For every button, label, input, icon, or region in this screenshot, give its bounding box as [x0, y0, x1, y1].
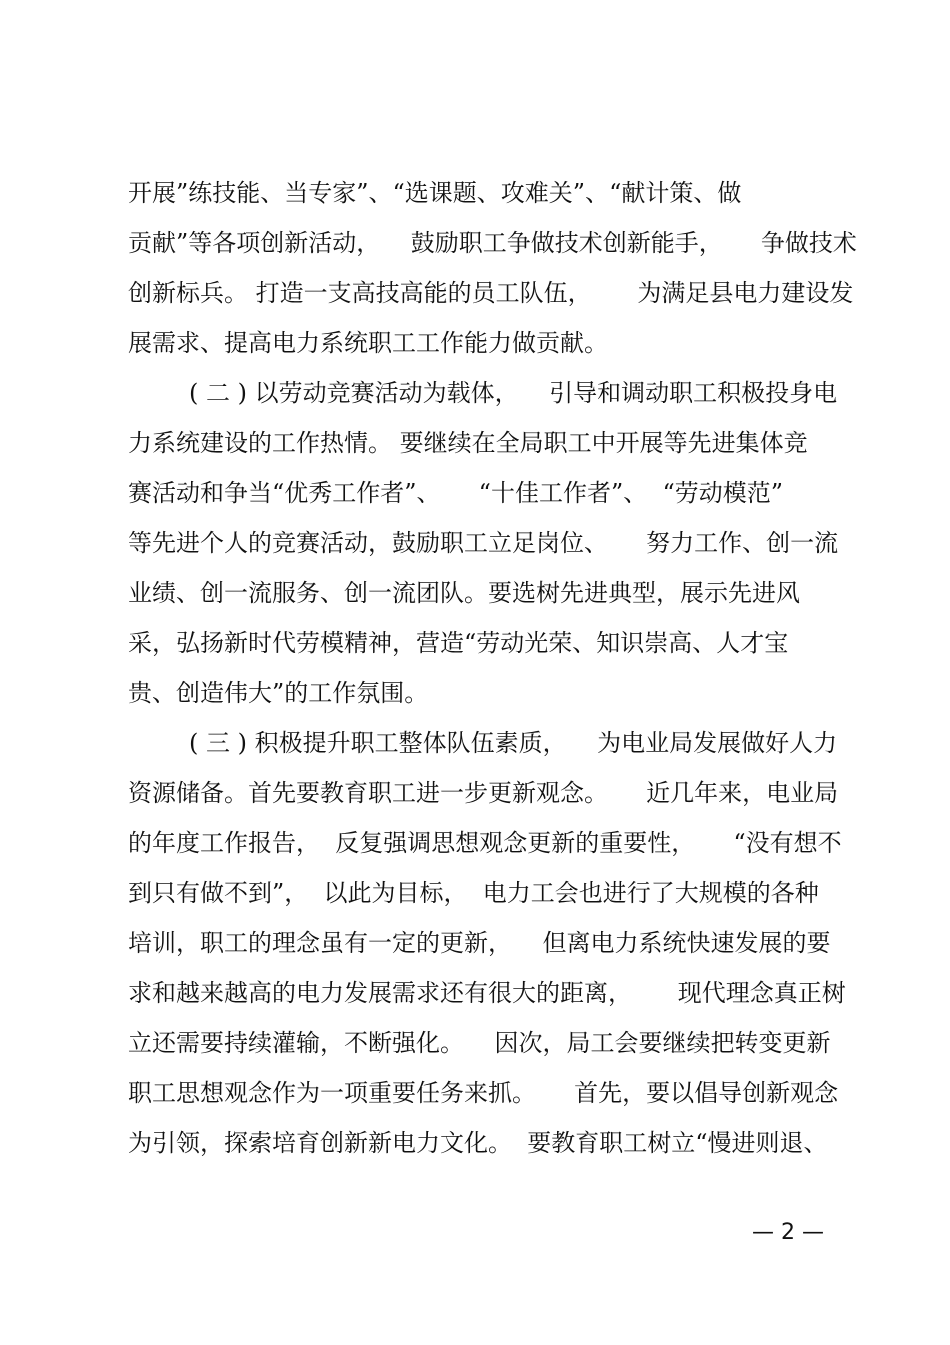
text-line: 力系统建设的工作热情。 要继续在全局职工中开展等先进集体竞 — [128, 429, 808, 457]
text-line: 立还需要持续灌输，不断强化。 因次，局工会要继续把转变更新 — [128, 1029, 831, 1057]
text-line: 职工思想观念作为一项重要任务来抓。 首先，要以倡导创新观念 — [128, 1079, 839, 1107]
text-line: 等先进个人的竞赛活动，鼓励职工立足岗位、 努力工作、创一流 — [128, 529, 839, 557]
text-line: 开展”练技能、当专家”、“选课题、攻难关”、“献计策、做 — [128, 179, 742, 207]
text-line: 到只有做不到”， 以此为目标， 电力工会也进行了大规模的各种 — [128, 879, 819, 907]
text-line: 求和越来越高的电力发展需求还有很大的距离， 现代理念真正树 — [128, 979, 846, 1007]
text-line: 创新标兵。 打造一支高技高能的员工队伍， 为满足县电力建设发 — [128, 279, 854, 307]
text-line: 的年度工作报告， 反复强调思想观念更新的重要性， “没有想不 — [128, 829, 842, 857]
text-line: 培训，职工的理念虽有一定的更新， 但离电力系统快速发展的要 — [128, 929, 831, 957]
text-line: 展需求、提高电力系统职工工作能力做贡献。 — [128, 329, 608, 357]
text-line: 为引领，探索培育创新新电力文化。 要教育职工树立“慢进则退、 — [128, 1129, 828, 1157]
text-line: 采，弘扬新时代劳模精神，营造“劳动光荣、知识崇高、人才宝 — [128, 629, 789, 657]
text-line: 贡献”等各项创新活动， 鼓励职工争做技术创新能手， 争做技术 — [128, 229, 857, 257]
paragraph-start-line: ( 三 ) 积极提升职工整体队伍素质， 为电业局发展做好人力 — [128, 729, 838, 757]
text-line: 贵、创造伟大”的工作氛围。 — [128, 679, 429, 707]
paragraph-start-line: ( 二 ) 以劳动竞赛活动为载体， 引导和调动职工积极投身电 — [128, 379, 838, 407]
page-number: — 2 — — [752, 1220, 824, 1245]
text-line: 赛活动和争当“优秀工作者”、 “十佳工作者”、 “劳动模范” — [128, 479, 784, 507]
text-line: 资源储备。首先要教育职工进一步更新观念。 近几年来，电业局 — [128, 779, 839, 807]
text-line: 业绩、创一流服务、创一流团队。要选树先进典型，展示先进风 — [128, 579, 800, 607]
